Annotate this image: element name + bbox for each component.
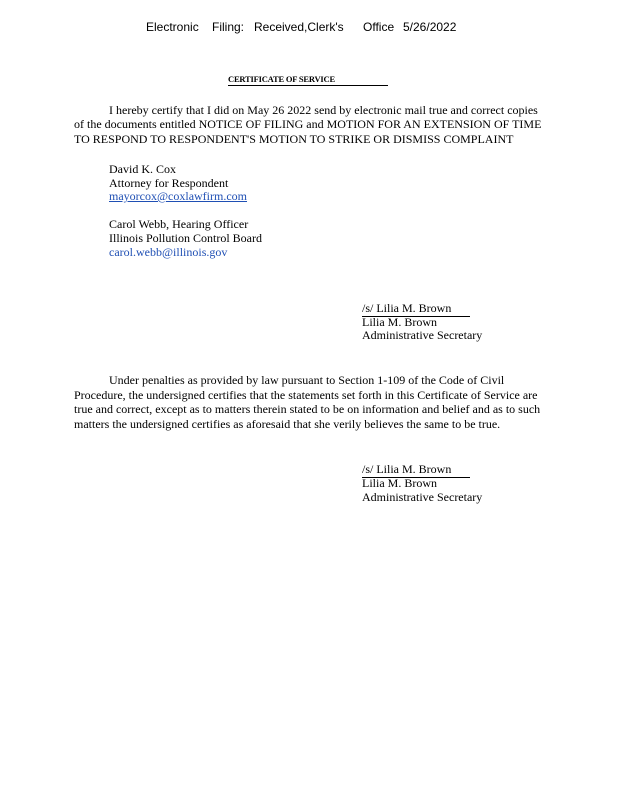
header-filing: Filing:	[212, 20, 245, 34]
signer-title: Administrative Secretary	[362, 490, 483, 504]
signer-name: Lilia M. Brown	[362, 476, 437, 490]
recipient-email-link[interactable]: mayorcox@coxlawfirm.com	[109, 189, 248, 203]
certify-line-3: TO RESPOND TO RESPONDENT'S MOTION TO STRIKE OR DISMISS COMPLAINT	[74, 132, 514, 146]
recipient-email-link[interactable]: carol.webb@illinois.gov	[109, 245, 228, 259]
signer-title: Administrative Secretary	[362, 328, 483, 342]
electronic-signature: /s/ Lilia M. Brown	[362, 301, 470, 317]
penalties-line-1: Under penalties as provided by law pursuant to Section 1-109 of the Code of Civil	[109, 373, 505, 387]
electronic-signature: /s/ Lilia M. Brown	[362, 462, 470, 478]
header-received: Received,Clerk's	[254, 20, 344, 34]
header-office: Office	[363, 20, 395, 34]
recipient-role: Illinois Pollution Control Board	[109, 231, 263, 245]
penalties-line-4: matters the undersigned certifies as aforesaid that she verily believes the same to be true.	[74, 417, 501, 431]
certify-line-2: of the documents entitled NOTICE OF FILING and MOTION FOR AN EXTENSION OF TIME	[74, 117, 542, 131]
recipient-name: David K. Cox	[109, 162, 176, 176]
penalties-line-2: Procedure, the undersigned certifies that the statements set forth in this Certificate of Service are	[74, 388, 538, 402]
recipient-role: Attorney for Respondent	[109, 176, 229, 190]
document-title: CERTIFICATE OF SERVICE	[228, 74, 388, 86]
signer-name: Lilia M. Brown	[362, 315, 437, 329]
header-date: 5/26/2022	[403, 20, 457, 34]
recipient-name: Carol Webb, Hearing Officer	[109, 217, 249, 231]
header-label: Electronic	[146, 20, 199, 34]
penalties-line-3: true and correct, except as to matters therein stated to be on information and belief and as to such	[74, 402, 541, 416]
certify-line-1: I hereby certify that I did on May 26 2022 send by electronic mail true and correct copies	[109, 103, 538, 117]
